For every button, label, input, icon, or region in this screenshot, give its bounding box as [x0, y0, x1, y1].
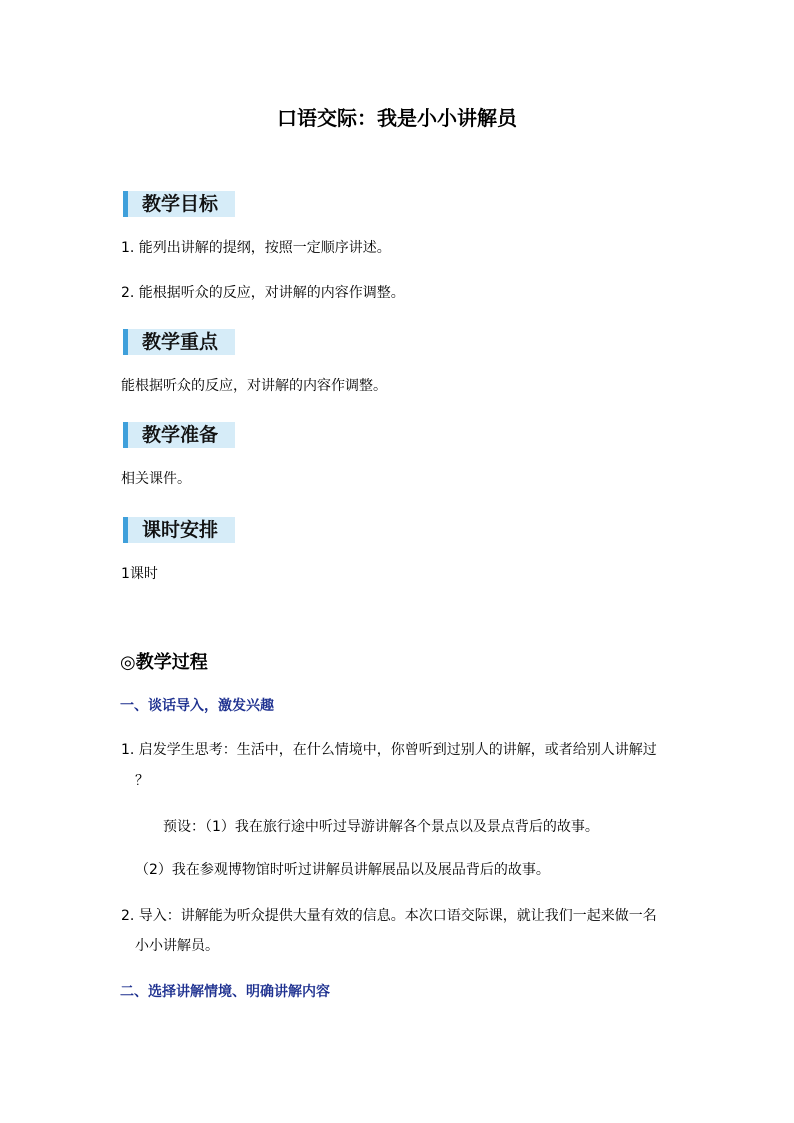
- goal-item-2: 2. 能根据听众的反应，对讲解的内容作调整。: [121, 285, 405, 301]
- section-tag-schedule: [123, 517, 235, 543]
- document-title: 口语交际：我是小小讲解员: [277, 106, 517, 130]
- part1-item2-line1: 2. 导入：讲解能为听众提供大量有效的信息。本次口语交际课，就让我们一起来做一名: [121, 908, 657, 924]
- section-tag-goals: [123, 191, 235, 217]
- process-heading: ◎教学过程: [120, 652, 208, 673]
- part1-item2-line2: 小小讲解员。: [135, 938, 219, 954]
- section-heading-schedule: 课时安排: [142, 519, 219, 541]
- focus-text: 能根据听众的反应，对讲解的内容作调整。: [121, 378, 387, 394]
- part1-item1-line1: 1. 启发学生思考：生活中，在什么情境中，你曾听到过别人的讲解，或者给别人讲解过: [121, 742, 657, 758]
- part1-item1-line2: ？: [135, 773, 149, 789]
- preparation-text: 相关课件。: [121, 471, 191, 487]
- goal-item-1: 1. 能列出讲解的提纲，按照一定顺序讲述。: [121, 240, 391, 256]
- process-part1-heading: 一、谈话导入，激发兴趣: [120, 698, 274, 714]
- section-tag-focus: [123, 329, 235, 355]
- section-heading-preparation: 教学准备: [142, 424, 219, 446]
- part1-preset-2: （2）我在参观博物馆时听过讲解员讲解展品以及展品背后的故事。: [135, 862, 550, 878]
- process-part2-heading: 二、选择讲解情境、明确讲解内容: [120, 984, 330, 1000]
- section-heading-goals: 教学目标: [142, 193, 219, 215]
- section-tag-preparation: [123, 422, 235, 448]
- schedule-text: 1课时: [121, 566, 158, 582]
- section-heading-focus: 教学重点: [142, 331, 219, 353]
- part1-preset-1: 预设：（1）我在旅行途中听过导游讲解各个景点以及景点背后的故事。: [163, 819, 599, 835]
